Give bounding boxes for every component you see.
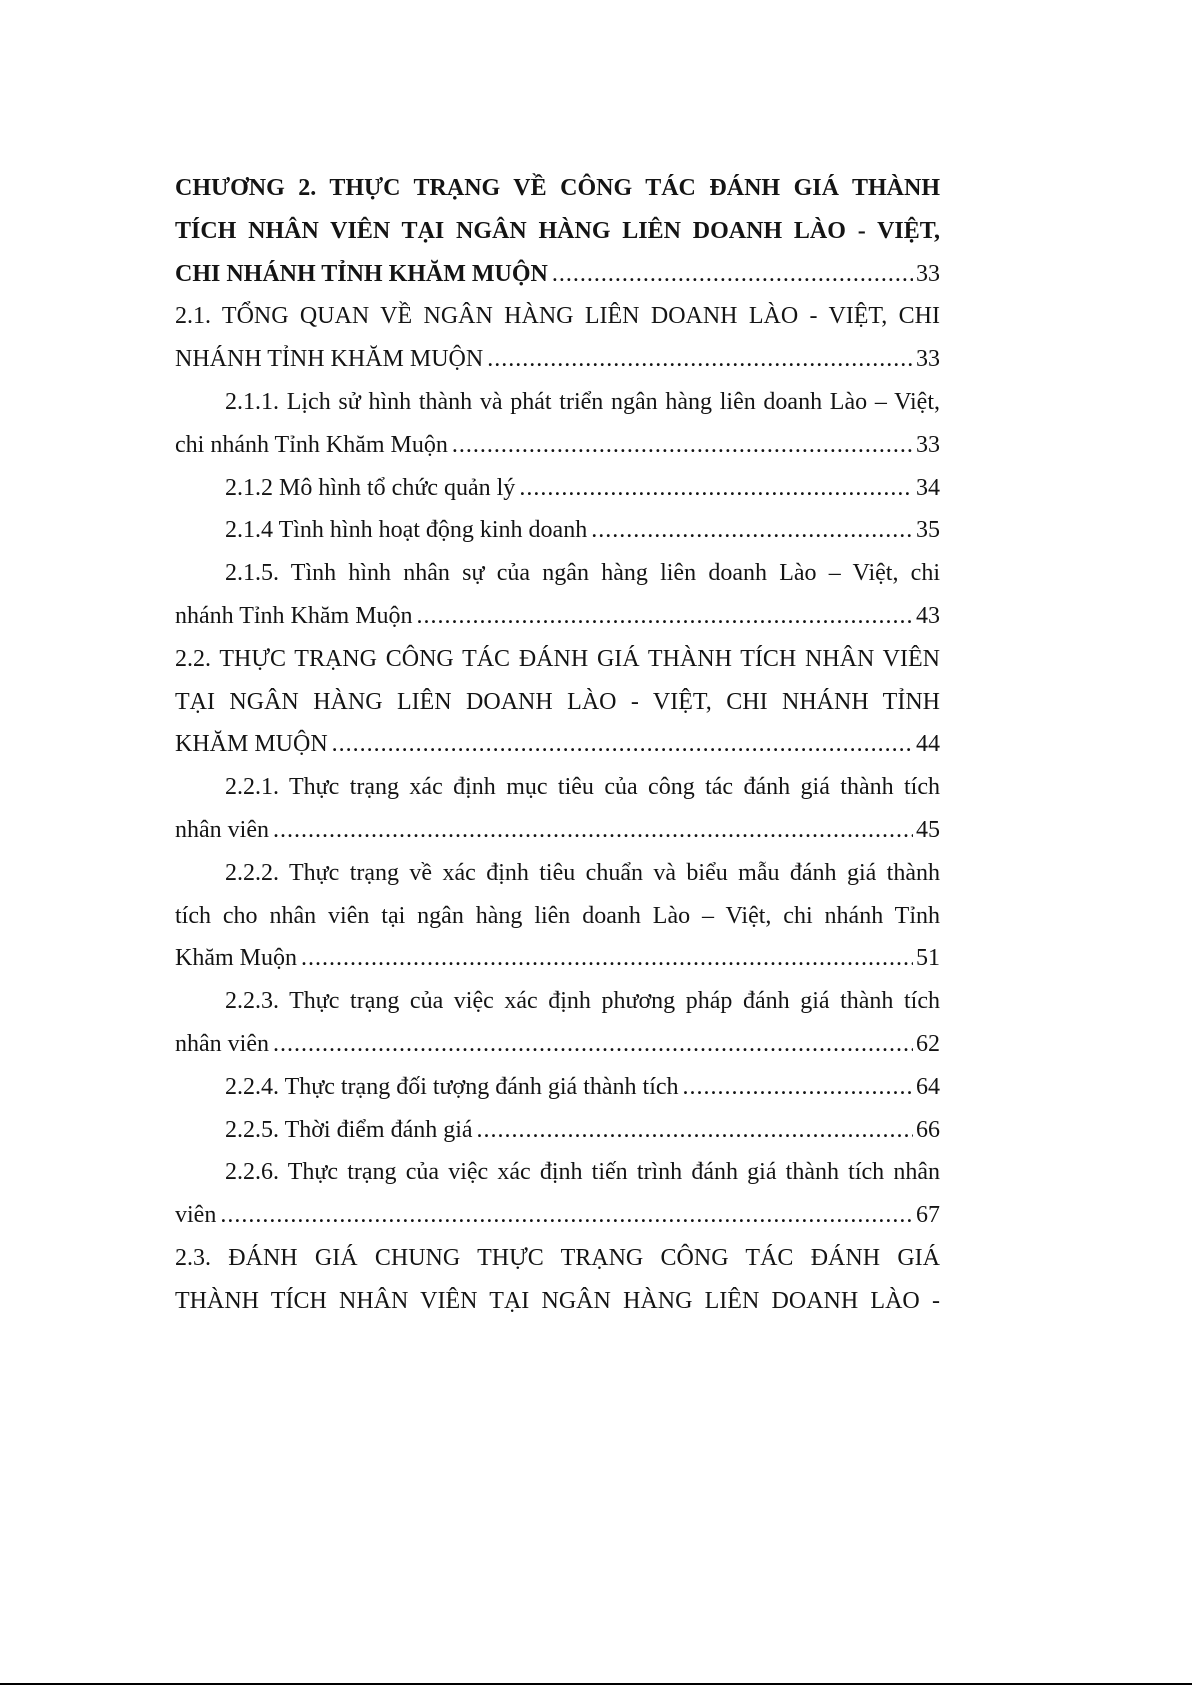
toc-leader-line [175, 424, 940, 467]
toc-entry-2-2-1[interactable] [175, 766, 940, 852]
toc-entry-2-1-4[interactable] [175, 509, 940, 552]
toc-entry-2-2-6[interactable] [175, 1151, 940, 1237]
dot-leader [301, 937, 913, 980]
toc-line: 2.2.6. Thực trạng của việc xác định tiến trình đánh giá thành tích nhân [225, 1159, 940, 1186]
toc-entry-chapter-2[interactable] [175, 167, 940, 295]
toc-page-number: 67 [916, 1202, 940, 1229]
toc-page-number: 51 [916, 945, 940, 972]
toc-entry-2-1-2[interactable] [175, 467, 940, 510]
toc-line: THÀNH TÍCH NHÂN VIÊN TẠI NGÂN HÀNG LIÊN DOANH LÀO - [175, 1287, 940, 1314]
toc-entry-2-2-3[interactable] [175, 980, 940, 1066]
toc-leader-line [175, 253, 940, 296]
toc-leader-line [175, 1066, 940, 1109]
toc-line: 2.2.2. Thực trạng về xác định tiêu chuẩn và biểu mẫu đánh giá thành [225, 859, 940, 886]
toc-page-number: 43 [916, 602, 940, 629]
toc-entry-2-2-2[interactable] [175, 852, 940, 980]
toc-line: 2.1.1. Lịch sử hình thành và phát triển ngân hàng liên doanh Lào – Việt, [225, 388, 940, 415]
toc-entry-title: 2.2.5. Thời điểm đánh giá [225, 1116, 473, 1143]
toc-page-number: 64 [916, 1073, 940, 1100]
toc-entry-title: nhân viên [175, 816, 269, 843]
toc-entry-title: 2.2.4. Thực trạng đối tượng đánh giá thành tích [225, 1073, 679, 1100]
toc-leader-line [175, 1109, 940, 1152]
dot-leader [683, 1066, 913, 1109]
toc-entry-title: CHI NHÁNH TỈNH KHĂM MUỘN [175, 260, 548, 287]
dot-leader [477, 1109, 913, 1152]
toc-entry-title: 2.1.2 Mô hình tổ chức quản lý [225, 474, 516, 501]
toc-entry-title: nhánh Tỉnh Khăm Muộn [175, 602, 413, 629]
dot-leader [452, 424, 913, 467]
toc-page-number: 44 [916, 731, 940, 758]
toc-entry-title: Khăm Muộn [175, 945, 297, 972]
toc-entry-title: 2.1.4 Tình hình hoạt động kinh doanh [225, 517, 588, 544]
toc-page-number: 34 [916, 474, 940, 501]
toc-entry-title: NHÁNH TỈNH KHĂM MUỘN [175, 346, 484, 373]
toc-leader-line [175, 338, 940, 381]
toc-line: 2.2.1. Thực trạng xác định mục tiêu của công tác đánh giá thành tích [225, 774, 940, 801]
toc-entry-2-2[interactable] [175, 638, 940, 766]
dot-leader [519, 467, 913, 510]
toc-line: 2.1.5. Tình hình nhân sự của ngân hàng liên doanh Lào – Việt, chi [225, 560, 940, 587]
toc-leader-line [175, 595, 940, 638]
toc-entry-title: viên [175, 1202, 217, 1229]
dot-leader [591, 509, 913, 552]
dot-leader [273, 1023, 913, 1066]
toc-line: TẠI NGÂN HÀNG LIÊN DOANH LÀO - VIỆT, CHI NHÁNH TỈNH [175, 688, 940, 715]
dot-leader [552, 253, 913, 296]
toc-line: TÍCH NHÂN VIÊN TẠI NGÂN HÀNG LIÊN DOANH LÀO - VIỆT, [175, 217, 940, 244]
dot-leader [273, 809, 913, 852]
toc-entry-2-3[interactable] [175, 1237, 940, 1323]
toc-line: 2.2.3. Thực trạng của việc xác định phương pháp đánh giá thành tích [225, 988, 940, 1015]
toc-line: CHƯƠNG 2. THỰC TRẠNG VỀ CÔNG TÁC ĐÁNH GIÁ THÀNH [175, 175, 940, 201]
toc-leader-line [175, 809, 940, 852]
dot-leader [487, 338, 913, 381]
toc-entry-title: chi nhánh Tỉnh Khăm Muộn [175, 431, 448, 458]
toc-page-number: 33 [916, 260, 940, 287]
dot-leader [417, 595, 913, 638]
toc-leader-line [175, 937, 940, 980]
table-of-contents [175, 167, 940, 1323]
toc-page-number: 66 [916, 1116, 940, 1143]
toc-line: 2.1. TỔNG QUAN VỀ NGÂN HÀNG LIÊN DOANH LÀO - VIỆT, CHI [175, 303, 940, 330]
toc-leader-line [175, 467, 940, 510]
toc-page-number: 33 [916, 431, 940, 458]
dot-leader [220, 1194, 913, 1237]
toc-entry-title: KHĂM MUỘN [175, 731, 328, 758]
toc-entry-2-1-5[interactable] [175, 552, 940, 638]
toc-leader-line [175, 723, 940, 766]
toc-line: 2.2. THỰC TRẠNG CÔNG TÁC ĐÁNH GIÁ THÀNH TÍCH NHÂN VIÊN [175, 645, 940, 672]
toc-page-number: 35 [916, 517, 940, 544]
toc-entry-2-1-1[interactable] [175, 381, 940, 467]
toc-entry-2-2-5[interactable] [175, 1109, 940, 1152]
toc-entry-2-2-4[interactable] [175, 1066, 940, 1109]
toc-page-number: 45 [916, 816, 940, 843]
toc-line: 2.3. ĐÁNH GIÁ CHUNG THỰC TRẠNG CÔNG TÁC ĐÁNH GIÁ [175, 1244, 940, 1271]
toc-page-number: 62 [916, 1030, 940, 1057]
toc-leader-line [175, 509, 940, 552]
toc-leader-line [175, 1023, 940, 1066]
dot-leader [332, 723, 913, 766]
toc-leader-line [175, 1194, 940, 1237]
toc-line: tích cho nhân viên tại ngân hàng liên doanh Lào – Việt, chi nhánh Tỉnh [175, 902, 940, 929]
toc-entry-2-1[interactable] [175, 295, 940, 381]
toc-page-number: 33 [916, 346, 940, 373]
toc-entry-title: nhân viên [175, 1030, 269, 1057]
